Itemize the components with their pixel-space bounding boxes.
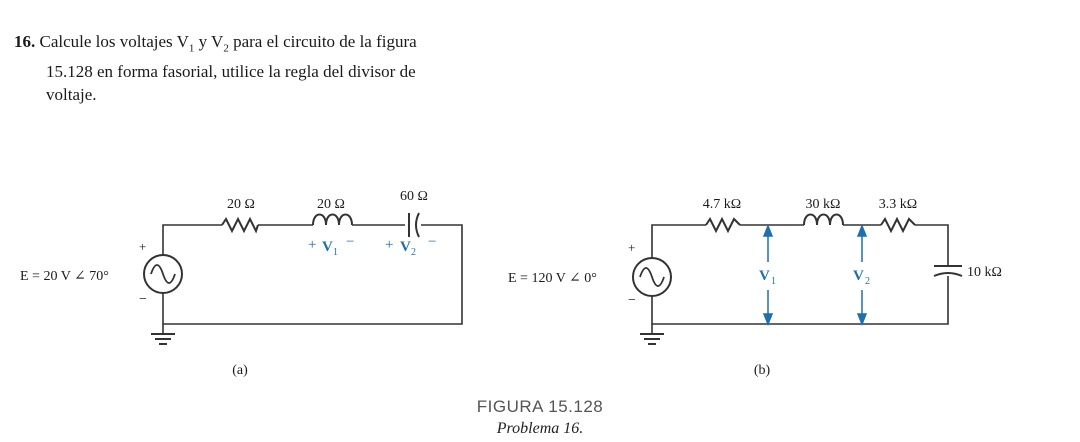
capacitor-a [409, 213, 419, 237]
v2-arrowhead-down [858, 314, 866, 324]
capacitor-b-label: 10 kΩ [967, 265, 1002, 280]
wire-b-left-top [652, 225, 706, 258]
v1-label: V [322, 239, 333, 255]
problem-line3: voltaje. [46, 85, 97, 105]
resistor-b2-label: 3.3 kΩ [878, 197, 918, 212]
figure-subtitle: Problema 16. [496, 420, 584, 437]
capacitor-a-label: 60 Ω [400, 189, 428, 204]
caption-b: (b) [753, 363, 771, 378]
v2-b-label-sub: 2 [865, 276, 870, 287]
resistor-b2 [881, 219, 915, 231]
v1-label-sub: 1 [333, 247, 338, 258]
source-b-plus: + [628, 240, 636, 255]
circuit-a [144, 213, 462, 344]
source-b-label: E = 120 V ∠ 0° [508, 271, 597, 286]
v2-label-sub: 2 [411, 247, 416, 258]
v2-b-label: V [853, 268, 864, 284]
source-a-minus: − [139, 292, 147, 307]
v2-arrowhead-up [858, 226, 866, 236]
source-a-plus: + [139, 239, 147, 254]
v2-label: V [400, 239, 411, 255]
resistor-b1 [706, 219, 740, 231]
resistor-b1-label: 4.7 kΩ [702, 197, 742, 212]
circuit-b [633, 215, 962, 345]
problem-line1-end: para el circuito de la figura [228, 32, 417, 51]
inductor-b [804, 215, 843, 226]
capacitor-b [934, 266, 962, 276]
wire-b-return [652, 276, 948, 324]
v1-arrowhead-down [764, 314, 772, 324]
source-b-minus: − [628, 293, 636, 308]
v2-sub: 2 [223, 42, 229, 55]
ground-icon-b [640, 334, 664, 344]
ground-icon-a [151, 334, 175, 344]
v2-plus: + [385, 237, 394, 253]
wire-b-right-top [915, 225, 948, 266]
inductor-a [313, 215, 352, 226]
problem-mid: y V [194, 32, 224, 51]
v1-minus: − [346, 234, 355, 250]
v2-minus: − [428, 234, 437, 250]
problem-number: 16. [14, 32, 36, 51]
caption-a: (a) [232, 363, 248, 378]
problem-line2: 15.128 en forma fasorial, utilice la regla del divisor de [46, 62, 416, 82]
v1-b-label: V [759, 268, 770, 284]
figure-title: FIGURA 15.128 [476, 397, 604, 416]
problem-line1: Calcule los voltajes V [39, 32, 189, 51]
v1-b-label-sub: 1 [771, 276, 776, 287]
resistor-a-label: 20 Ω [227, 197, 255, 212]
v1-sub: 1 [188, 42, 195, 55]
v1-arrowhead-up [764, 226, 772, 236]
inductor-b-label: 30 kΩ [805, 197, 841, 212]
v1-plus: + [308, 237, 317, 253]
inductor-a-label: 20 Ω [317, 197, 345, 212]
wire-a-left-top [163, 225, 222, 255]
resistor-a [222, 219, 258, 231]
source-a-label: E = 20 V ∠ 70° [20, 269, 109, 284]
